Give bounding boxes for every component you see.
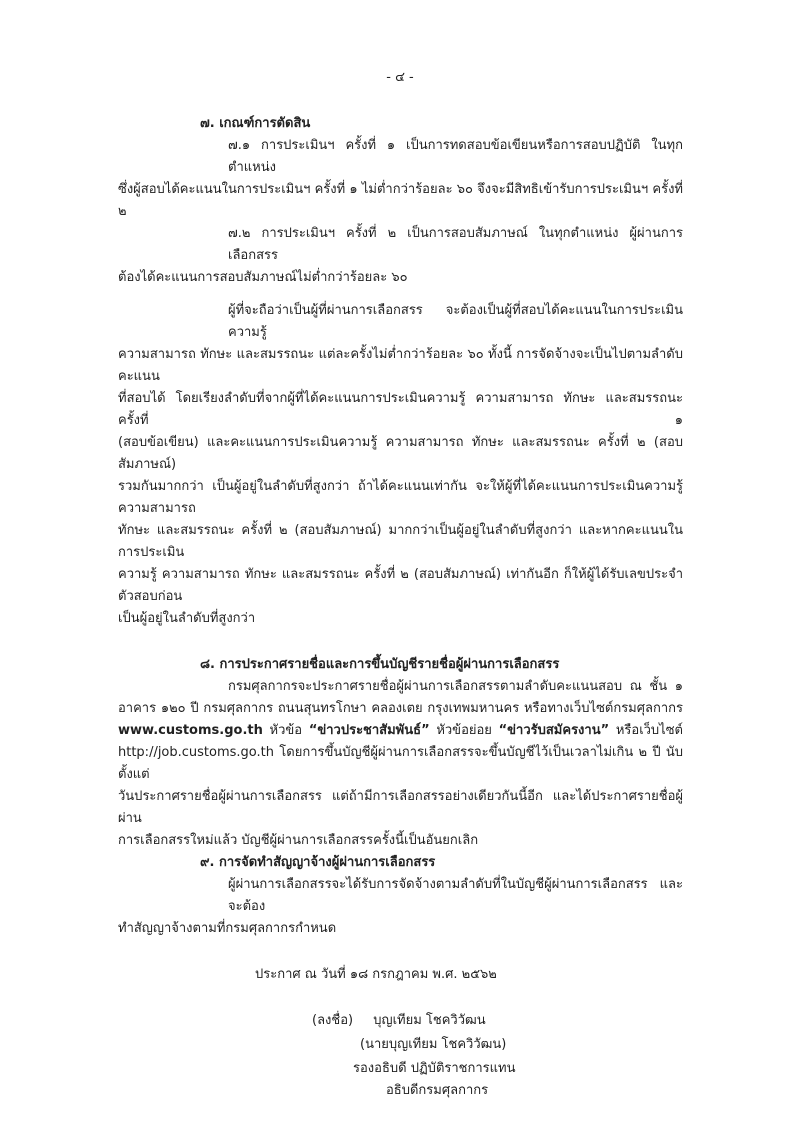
paragraph-line: ที่สอบได้ โดยเรียงลำดับที่จากผู้ที่ได้คะแนนการประเมินความรู้ ความสามารถ ทักษะ และสมรรถนะ ครั้งที่ ๑ (118, 391, 683, 428)
paragraph-line: ซึ่งผู้สอบได้คะแนนในการประเมินฯ ครั้งที่ ๑ ไม่ต่ำกว่าร้อยละ ๖๐ จึงจะมีสิทธิเข้ารับการประเมินฯ ครั้งที่ ๒ (118, 182, 683, 219)
paragraph-line: ผู้ผ่านการเลือกสรรจะได้รับการจัดจ้างตามลำดับที่ในบัญชีผู้ผ่านการเลือกสรร และจะต้อง (228, 877, 683, 914)
text: หัวข้อ (269, 723, 303, 738)
paragraph-line: วันประกาศรายชื่อผู้ผ่านการเลือกสรร แต่ถ้ามีการเลือกสรรอย่างเดียวกันนี้อีก และได้ประกาศรายชื่อผู้ผ่าน (118, 789, 683, 826)
signature-block (118, 1010, 683, 1102)
section-7-heading: ๗. เกณฑ์การตัดสิน (200, 116, 311, 131)
text: โดยการขึ้นบัญชีผู้ผ่านการเลือกสรรจะขึ้นบัญชีไว้เป็นเวลาไม่เกิน ๒ ปี นับตั้งแต่ (118, 745, 683, 782)
paragraph-line: กรมศุลกากรจะประกาศรายชื่อผู้ผ่านการเลือกสรรตามลำดับคะแนนสอบ ณ ชั้น ๑ (228, 679, 683, 694)
document-body (118, 0, 683, 1102)
job-website-link[interactable]: http://job.customs.go.th (118, 745, 274, 760)
paragraph-line: ๗.๑ การประเมินฯ ครั้งที่ ๑ เป็นการทดสอบข้อเขียนหรือการสอบปฏิบัติ ในทุกตำแหน่ง (228, 138, 683, 175)
paragraph-line: ๗.๒ การประเมินฯ ครั้งที่ ๒ เป็นการสอบสัมภาษณ์ ในทุกตำแหน่ง ผู้ผ่านการเลือกสรร (228, 226, 683, 263)
paragraph-line: รวมกันมากกว่า เป็นผู้อยู่ในลำดับที่สูงกว่า ถ้าได้คะแนนเท่ากัน จะให้ผู้ที่ได้คะแนนการประเมินความรู้ ความสามารถ (118, 479, 683, 516)
paragraph-line: ความสามารถ ทักษะ และสมรรถนะ แต่ละครั้งไม่ต่ำกว่าร้อยละ ๖๐ ทั้งนี้ การจัดจ้างจะเป็นไปตามลำดับคะแนน (118, 347, 683, 384)
signed-name: บุญเทียม โชควิวัฒน (373, 1013, 486, 1028)
text: หัวข้อย่อย (436, 723, 492, 738)
section-9-heading: ๙. การจัดทำสัญญาจ้างผู้ผ่านการเลือกสรร (200, 855, 436, 870)
paragraph-line: ทักษะ และสมรรถนะ ครั้งที่ ๒ (สอบสัมภาษณ์) มากกว่าเป็นผู้อยู่ในลำดับที่สูงกว่า และหากคะแนนในการประเมิน (118, 523, 683, 560)
paragraph-line: ทำสัญญาจ้างตามที่กรมศุลกากรกำหนด (118, 921, 337, 936)
paragraph-line (118, 742, 683, 786)
paragraph-line: การเลือกสรรใหม่แล้ว บัญชีผู้ผ่านการเลือกสรรครั้งนี้เป็นอันยกเลิก (118, 833, 479, 848)
paragraph-line (118, 720, 683, 742)
text: หรือเว็บไซต์ (615, 723, 683, 738)
signer-full-name: (นายบุญเทียม โชควิวัฒน) (360, 1037, 507, 1052)
paragraph-line: ต้องได้คะแนนการสอบสัมภาษณ์ไม่ต่ำกว่าร้อยละ ๖๐ (118, 270, 408, 285)
signer-title: อธิบดีกรมศุลกากร (386, 1083, 489, 1098)
paragraph-line: อาคาร ๑๒๐ ปี กรมศุลกากร ถนนสุนทรโกษา คลองเตย กรุงเทพมหานคร หรือทางเว็บไซต์กรมศุลกากร (118, 701, 683, 716)
announcement-date: ประกาศ ณ วันที่ ๑๘ กรกฎาคม พ.ศ. ๒๕๖๒ (255, 967, 497, 982)
signed-label: (ลงชื่อ) (312, 1013, 354, 1028)
page-number: - ๔ - (386, 70, 414, 85)
paragraph-line: ความรู้ ความสามารถ ทักษะ และสมรรถนะ ครั้งที่ ๒ (สอบสัมภาษณ์) เท่ากันอีก ก็ให้ผู้ได้รับเลขประจำตัวสอบก่อน (118, 567, 683, 604)
subtopic-label: “ข่าวรับสมัครงาน” (498, 723, 610, 738)
signed-line (118, 1010, 683, 1032)
signer-position: รองอธิบดี ปฏิบัติราชการแทน (353, 1061, 516, 1076)
topic-label: “ข่าวประชาสัมพันธ์” (308, 723, 430, 738)
section-8-heading: ๘. การประกาศรายชื่อและการขึ้นบัญชีรายชื่อผู้ผ่านการเลือกสรร (200, 657, 560, 672)
paragraph-line: ผู้ที่จะถือว่าเป็นผู้ที่ผ่านการเลือกสรร จะต้องเป็นผู้ที่สอบได้คะแนนในการประเมินความรู้ (228, 303, 683, 340)
paragraph-line: (สอบข้อเขียน) และคะแนนการประเมินความรู้ ความสามารถ ทักษะ และสมรรถนะ ครั้งที่ ๒ (สอบสัมภาษณ์) (118, 435, 683, 472)
customs-website-link[interactable]: www.customs.go.th (118, 723, 263, 738)
paragraph-line: เป็นผู้อยู่ในลำดับที่สูงกว่า (118, 611, 256, 626)
